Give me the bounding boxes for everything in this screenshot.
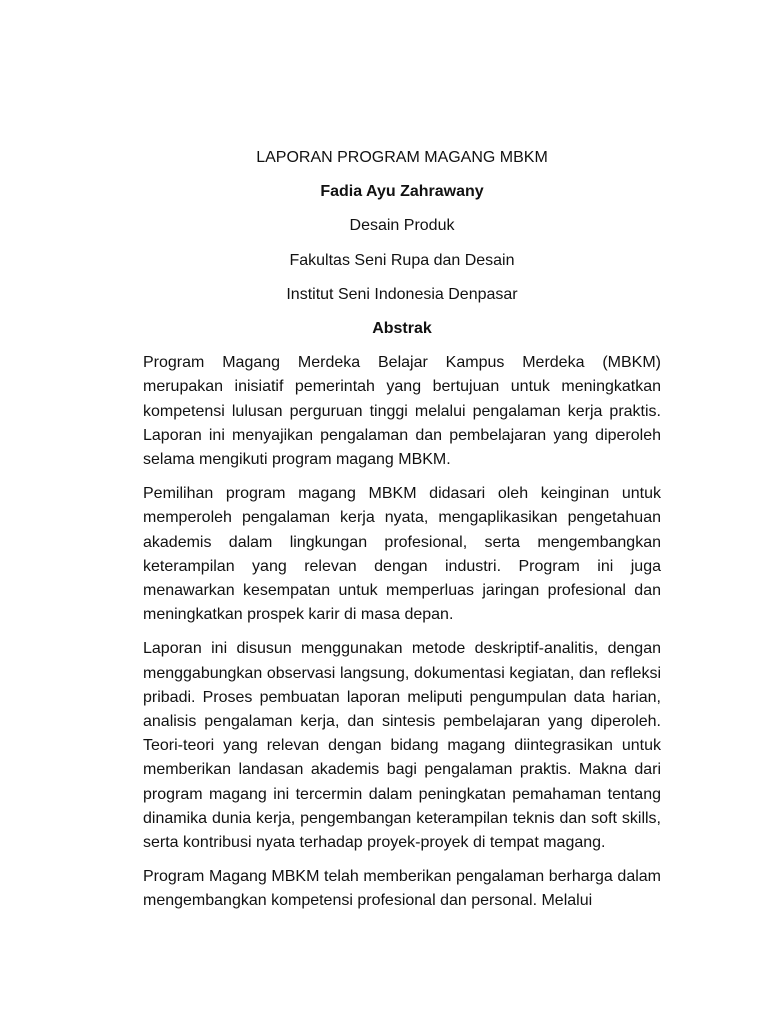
- author-name: Fadia Ayu Zahrawany: [320, 183, 484, 201]
- institution-name: Institut Seni Indonesia Denpasar: [286, 285, 518, 303]
- study-program: Desain Produk: [349, 217, 455, 235]
- document-content: [143, 146, 661, 924]
- abstract-paragraph-4: Program Magang MBKM telah memberikan pengalaman berharga dalam mengembangkan kompetensi profesional dan personal. Melalui: [143, 868, 661, 910]
- abstract-paragraph-1: Program Magang Merdeka Belajar Kampus Merdeka (MBKM) merupakan inisiatif pemerintah yang bertujuan untuk meningkatkan kompetensi lulusan perguruan tinggi melalui pengalaman kerja praktis. Laporan ini menyajikan pengalaman dan pembelajaran yang diperoleh selama mengikuti program magang MBKM.: [143, 354, 661, 469]
- faculty-name: Fakultas Seni Rupa dan Desain: [289, 251, 515, 269]
- abstract-paragraph-2: Pemilihan program magang MBKM didasari oleh keinginan untuk memperoleh pengalaman kerja nyata, mengaplikasikan pengetahuan akademis dalam lingkungan profesional, serta mengembangkan keterampilan yang relevan dengan industri. Program ini juga menawarkan kesempatan untuk memperluas jaringan profesional dan meningkatkan prospek karir di masa depan.: [143, 485, 661, 624]
- abstract-heading: Abstrak: [372, 320, 432, 338]
- document-title: LAPORAN PROGRAM MAGANG MBKM: [256, 149, 548, 166]
- abstract-paragraph-3: Laporan ini disusun menggunakan metode deskriptif-analitis, dengan menggabungkan observasi langsung, dokumentasi kegiatan, dan refleksi pribadi. Proses pembuatan laporan meliputi pengumpulan data harian, analisis pengalaman kerja, dan sintesis pembelajaran yang diperoleh. Teori-teori yang relevan dengan bidang magang diintegrasikan untuk memberikan landasan akademis bagi pengalaman praktis. Makna dari program magang ini tercermin dalam peningkatan pemahaman tentang dinamika dunia kerja, pengembangan keterampilan teknis dan soft skills, serta kontribusi nyata terhadap proyek-proyek di tempat magang.: [143, 640, 661, 852]
